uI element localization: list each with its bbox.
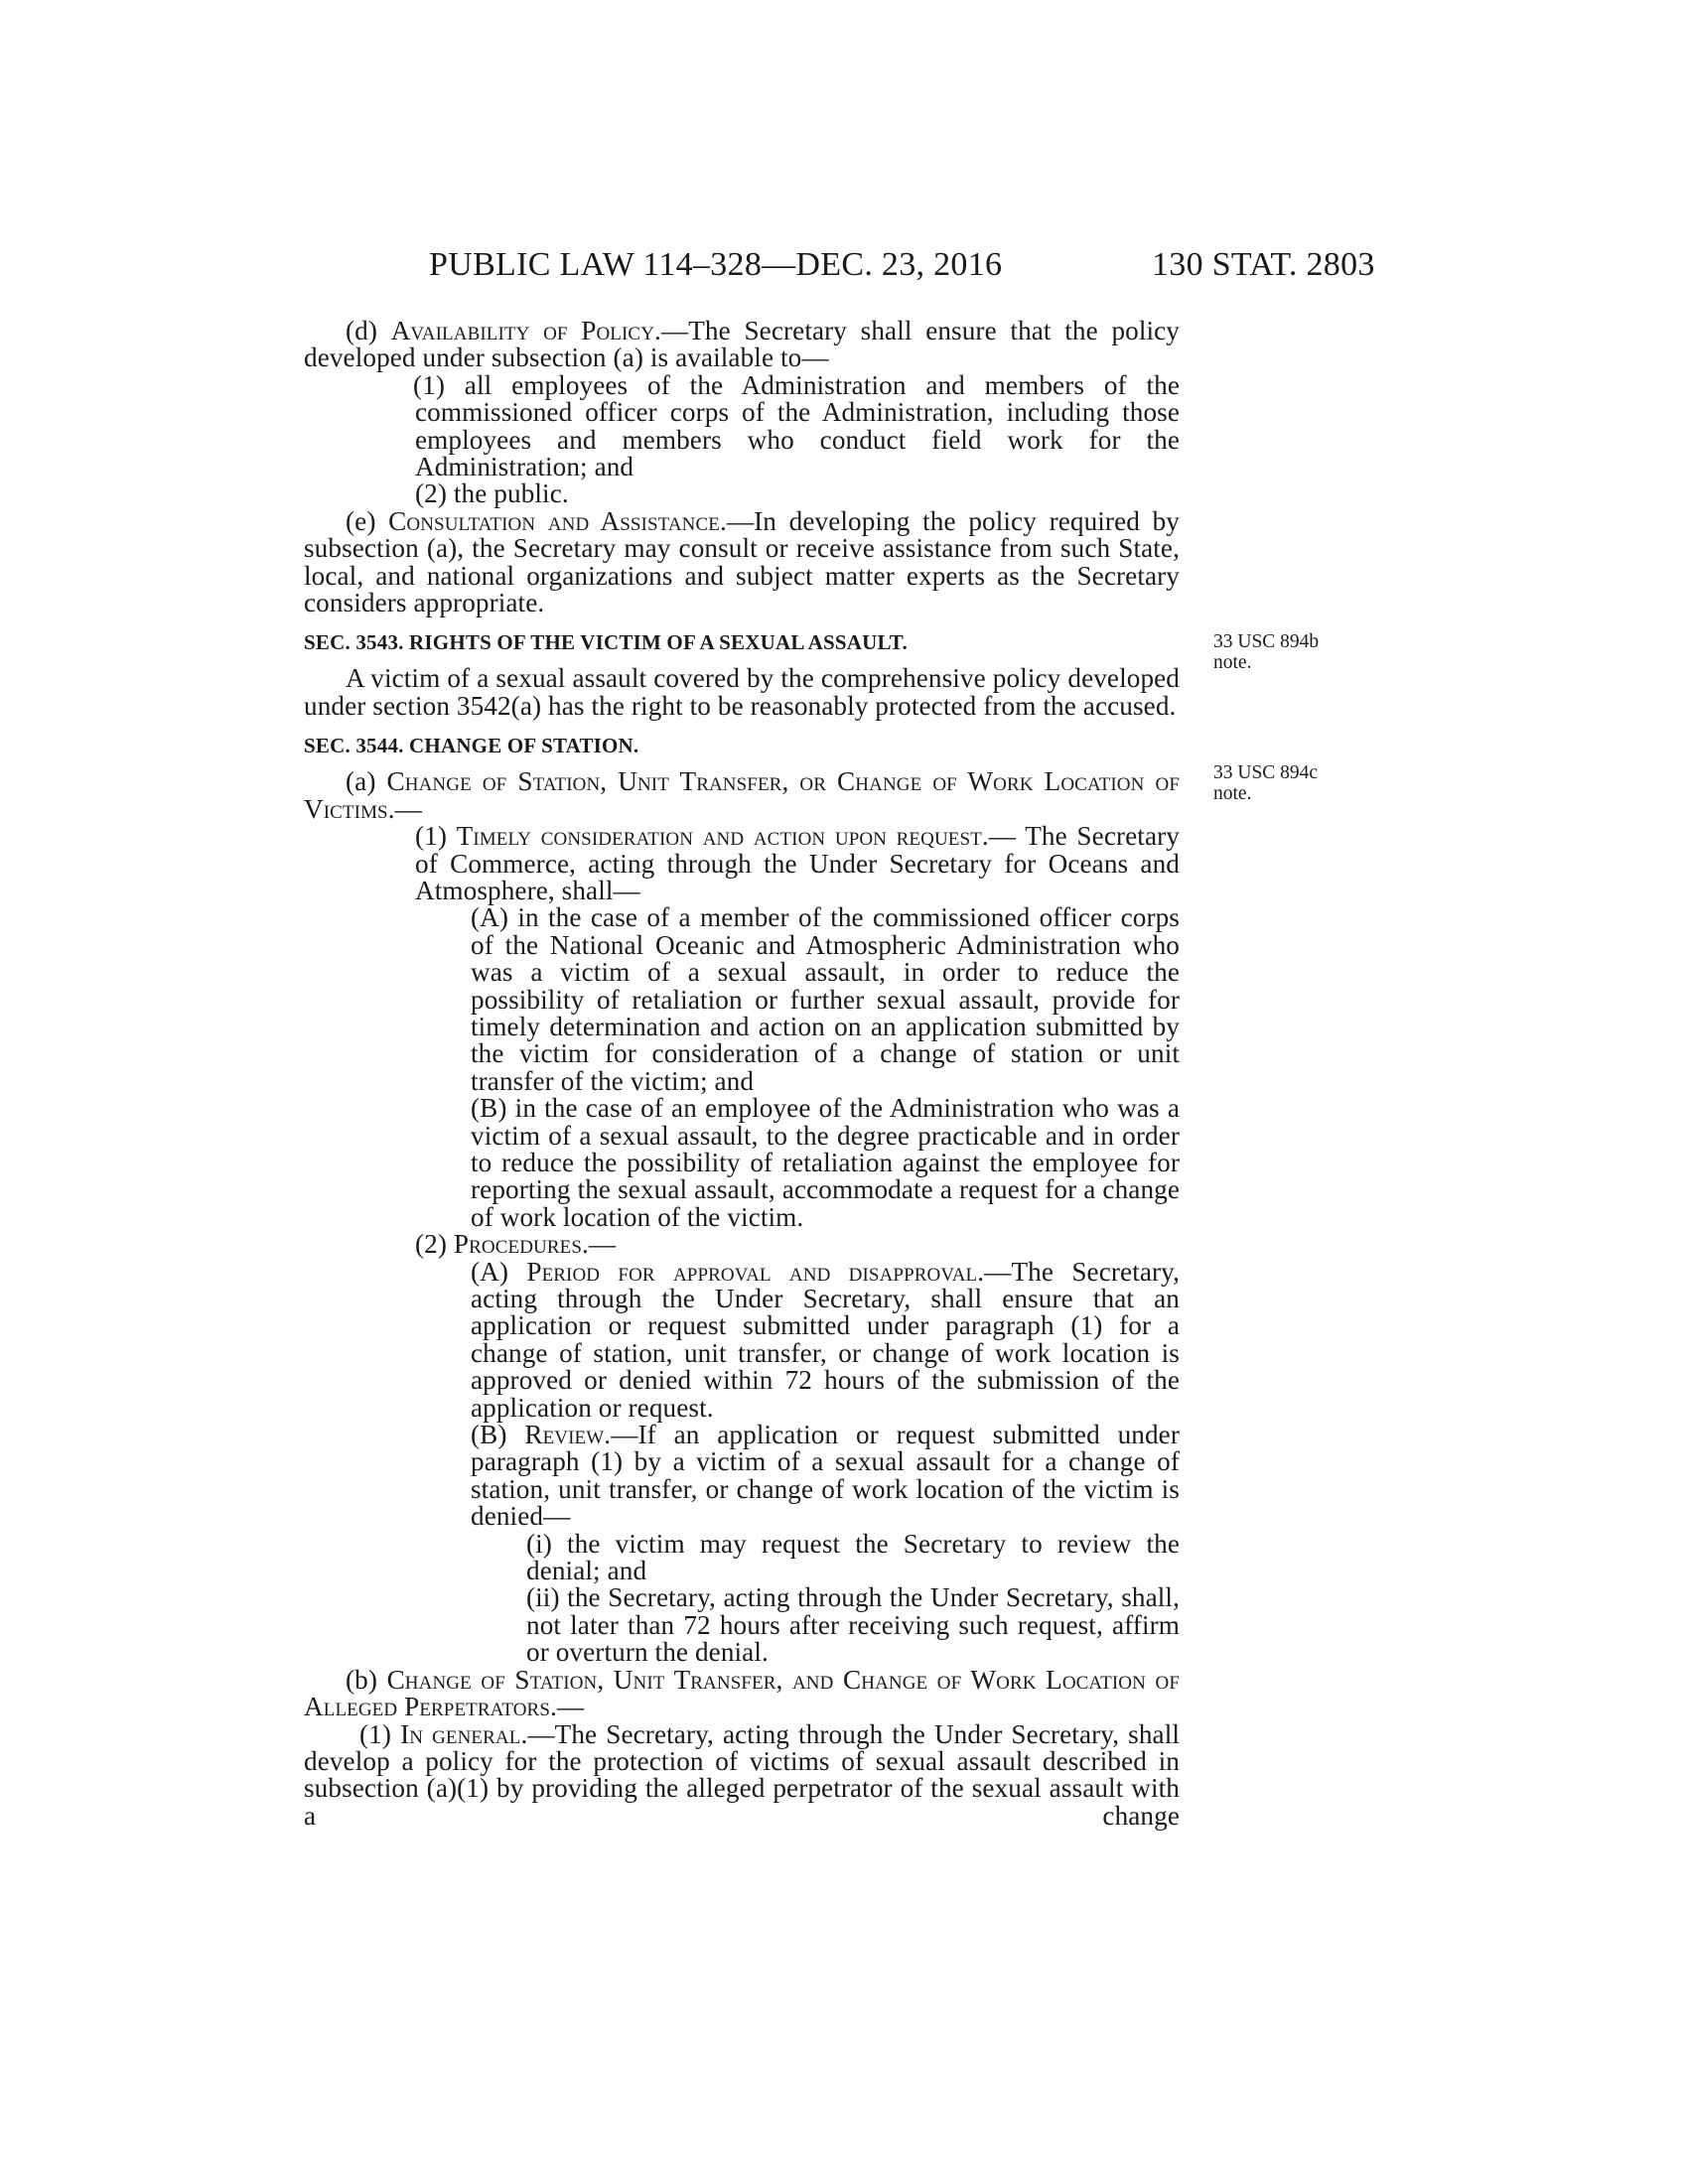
subsection-heading: Change of Station, Unit Transfer, and Change of Work Location of Alleged Perpetrators [304, 1664, 1180, 1722]
margin-note-citation: 33 USC 894c [1213, 762, 1319, 783]
subsection-heading: Consultation and Assistance [388, 505, 720, 536]
paragraph-a2: (2) Procedures.— [415, 1229, 617, 1260]
subparagraph-a2A: (A) Period for approval and disapproval.—The Secretary, acting through the Under Secretary, shall ensure that an application or request submitted under paragraph (1) for a change of station, unit transfer, or change of work location is approved or denied within 72 hours of the submission of the application or request. [471, 1256, 1180, 1423]
subsection-heading: Change of Station, Unit Transfer, or Change of Work Location of Victims [304, 766, 1180, 824]
section-3543-text: A victim of a sexual assault covered by the comprehensive policy developed under section 3542(a) has the right to be reasonably protected from the accused. [304, 663, 1180, 721]
section-heading-3544: SEC. 3544. CHANGE OF STATION. [304, 734, 639, 758]
subsection-b: (b) Change of Station, Unit Transfer, and Change of Work Location of Alleged Perpetrators.— [304, 1664, 1180, 1722]
paragraph-heading: Procedures [453, 1229, 582, 1260]
paragraph-b1: (1) In general.—The Secretary, acting through the Under Secretary, shall develop a policy for the protection of victims of sexual assault described in subsection (a)(1) by providing the alleged perpetrator of the sexual assault with a change [304, 1718, 1180, 1831]
subparagraph-a1B: (B) in the case of an employee of the Administration who was a victim of a sexual assault, to the degree practicable and in order to reduce the possibility of retaliation against the employee for reporting the sexual assault, accommodate a request for a change of work location of the victim. [471, 1093, 1180, 1232]
subsection-heading: Availability of Policy [390, 316, 655, 345]
paragraph-heading: Timely consideration and action upon request [456, 821, 982, 852]
subsection-e: (e) Consultation and Assistance.—In developing the policy required by subsection (a), the Secretary may consult or receive assistance from such State, local, and national organizations and subject matter experts as the Secretary considers appropriate. [304, 505, 1181, 618]
margin-note-sec3544 [1213, 762, 1318, 804]
subsection-a: (a) Change of Station, Unit Transfer, or Change of Work Location of Victims.— [304, 766, 1180, 824]
section-heading-3543: SEC. 3543. RIGHTS OF THE VICTIM OF A SEXUAL ASSAULT. [304, 630, 908, 655]
clause-a2Bi: (i) the victim may request the Secretary to review the denial; and [526, 1528, 1180, 1586]
margin-note-label: note. [1213, 783, 1252, 804]
subparagraph-heading: Period for approval and disapproval [526, 1256, 978, 1287]
paragraph-d2: (2) the public. [415, 478, 569, 509]
margin-note-sec3543 [1213, 631, 1319, 673]
paragraph-a1: (1) Timely consideration and action upon request.— The Secretary of Commerce, acting through the Under Secretary for Oceans and Atmosphere, shall— [415, 821, 1180, 905]
subparagraph-heading: Review [524, 1420, 605, 1450]
margin-note-label: note. [1213, 652, 1252, 673]
subparagraph-a2B: (B) Review.—If an application or request submitted under paragraph (1) by a victim of a sexual assault for a change of station, unit transfer, or change of work location of the victim is denied— [471, 1420, 1180, 1532]
running-header-stat-page: 130 STAT. 2803 [1152, 246, 1375, 283]
clause-a2Bii: (ii) the Secretary, acting through the Under Secretary, shall, not later than 72 hours after receiving such request, affirm or overturn the denial. [526, 1582, 1180, 1668]
running-header-law: PUBLIC LAW 114–328—DEC. 23, 2016 [429, 246, 1003, 283]
subsection-d: (d) Availability of Policy.—The Secretary shall ensure that the policy developed under subsection (a) is available to— [304, 316, 1180, 373]
paragraph-heading: In general [400, 1718, 521, 1749]
paragraph-d1: (1) all employees of the Administration and members of the commissioned officer corps of the Administration, including those employees and members who conduct field work for the Administration; and [413, 369, 1180, 482]
subparagraph-a1A: (A) in the case of a member of the commissioned officer corps of the National Oceanic and Atmospheric Administration who was a victim of a sexual assault, in order to reduce the possibility of retaliation or further sexual assault, provide for timely determination and action on an application submitted by the victim for consideration of a change of station or unit transfer of the victim; and [471, 902, 1180, 1096]
document-body [304, 318, 1180, 1830]
margin-note-citation: 33 USC 894b [1213, 631, 1320, 652]
